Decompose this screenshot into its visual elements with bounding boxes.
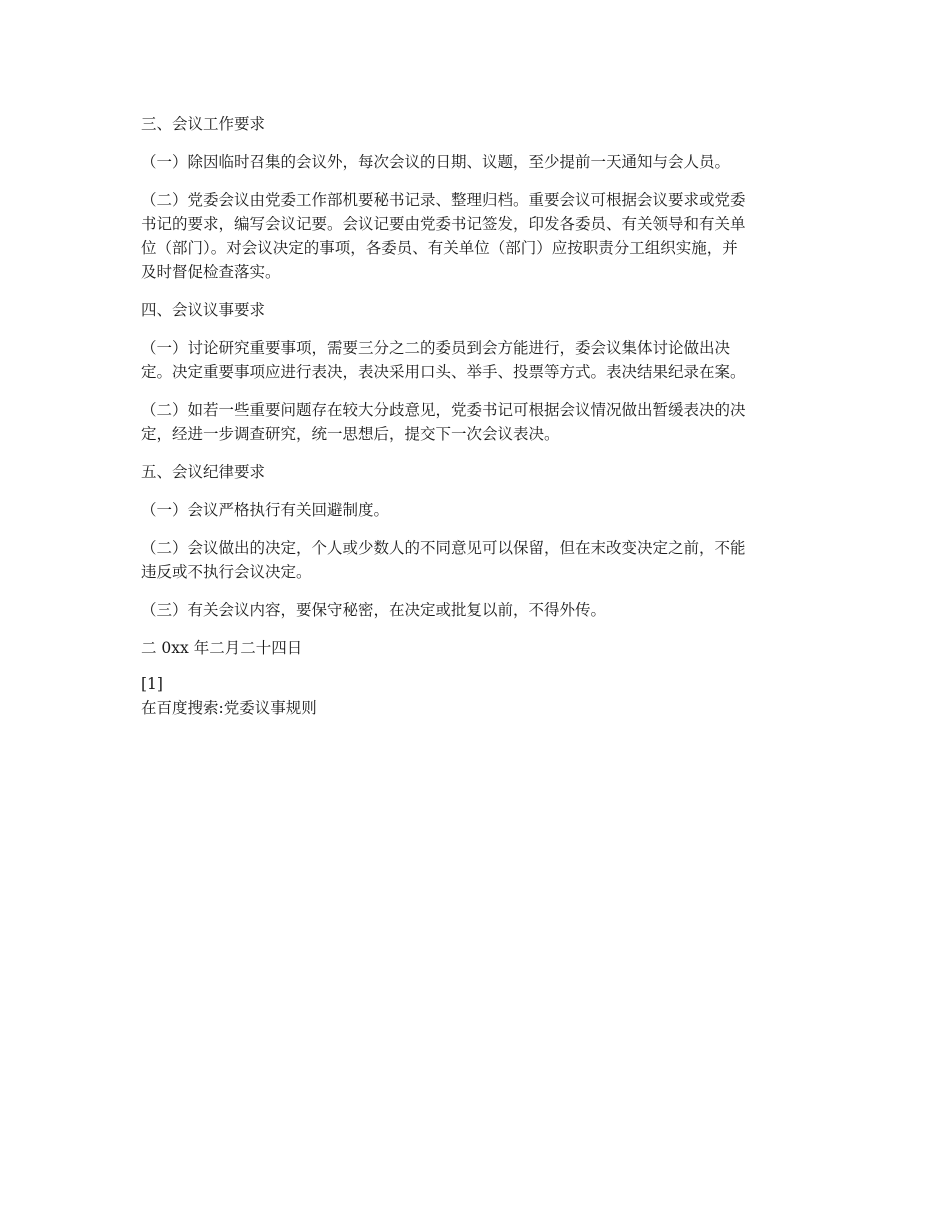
section-heading: 五、会议纪律要求	[141, 463, 266, 481]
paragraph-line: （三）有关会议内容，要保守秘密，在决定或批复以前，不得外传。	[141, 601, 607, 619]
paragraph	[141, 498, 811, 522]
paragraph-line: 及时督促检查落实。	[141, 263, 281, 281]
section-heading: 四、会议议事要求	[141, 301, 266, 319]
reference-marker[interactable]: [1]	[141, 675, 163, 693]
paragraph	[141, 188, 811, 284]
paragraph	[141, 336, 811, 384]
paragraph-line: 定，经进一步调查研究，统一思想后，提交下一次会议表决。	[141, 425, 560, 443]
paragraph-line: （二）如若一些重要问题存在较大分歧意见，党委书记可根据会议情况做出暂缓表决的决	[141, 401, 746, 419]
paragraph-line: 定。决定重要事项应进行表决，表决采用口头、举手、投票等方式。表决结果纪录在案。	[141, 363, 746, 381]
paragraph-line: （二）党委会议由党委工作部机要秘书记录、整理归档。重要会议可根据会议要求或党委	[141, 191, 746, 209]
paragraph-line: 位（部门）。对会议决定的事项，各委员、有关单位（部门）应按职责分工组织实施，并	[141, 239, 738, 257]
paragraph-line: （一）除因临时召集的会议外，每次会议的日期、议题，至少提前一天通知与会人员。	[141, 153, 731, 171]
section-heading: 三、会议工作要求	[141, 115, 266, 133]
document-date: 二 0xx 年二月二十四日	[141, 639, 303, 657]
paragraph	[141, 398, 811, 446]
paragraph	[141, 598, 811, 622]
paragraph-line: 违反或不执行会议决定。	[141, 563, 312, 581]
paragraph	[141, 536, 811, 584]
paragraph-line: （二）会议做出的决定，个人或少数人的不同意见可以保留，但在末改变决定之前，不能	[141, 539, 746, 557]
search-note[interactable]: 在百度搜索:党委议事规则	[141, 699, 317, 717]
paragraph	[141, 150, 811, 174]
paragraph-line: （一）讨论研究重要事项，需要三分之二的委员到会方能进行，委会议集体讨论做出决	[141, 339, 731, 357]
document-page	[141, 112, 811, 720]
paragraph-line: （一）会议严格执行有关回避制度。	[141, 501, 390, 519]
paragraph-line: 书记的要求，编写会议记要。会议记要由党委书记签发，印发各委员、有关领导和有关单	[141, 215, 746, 233]
